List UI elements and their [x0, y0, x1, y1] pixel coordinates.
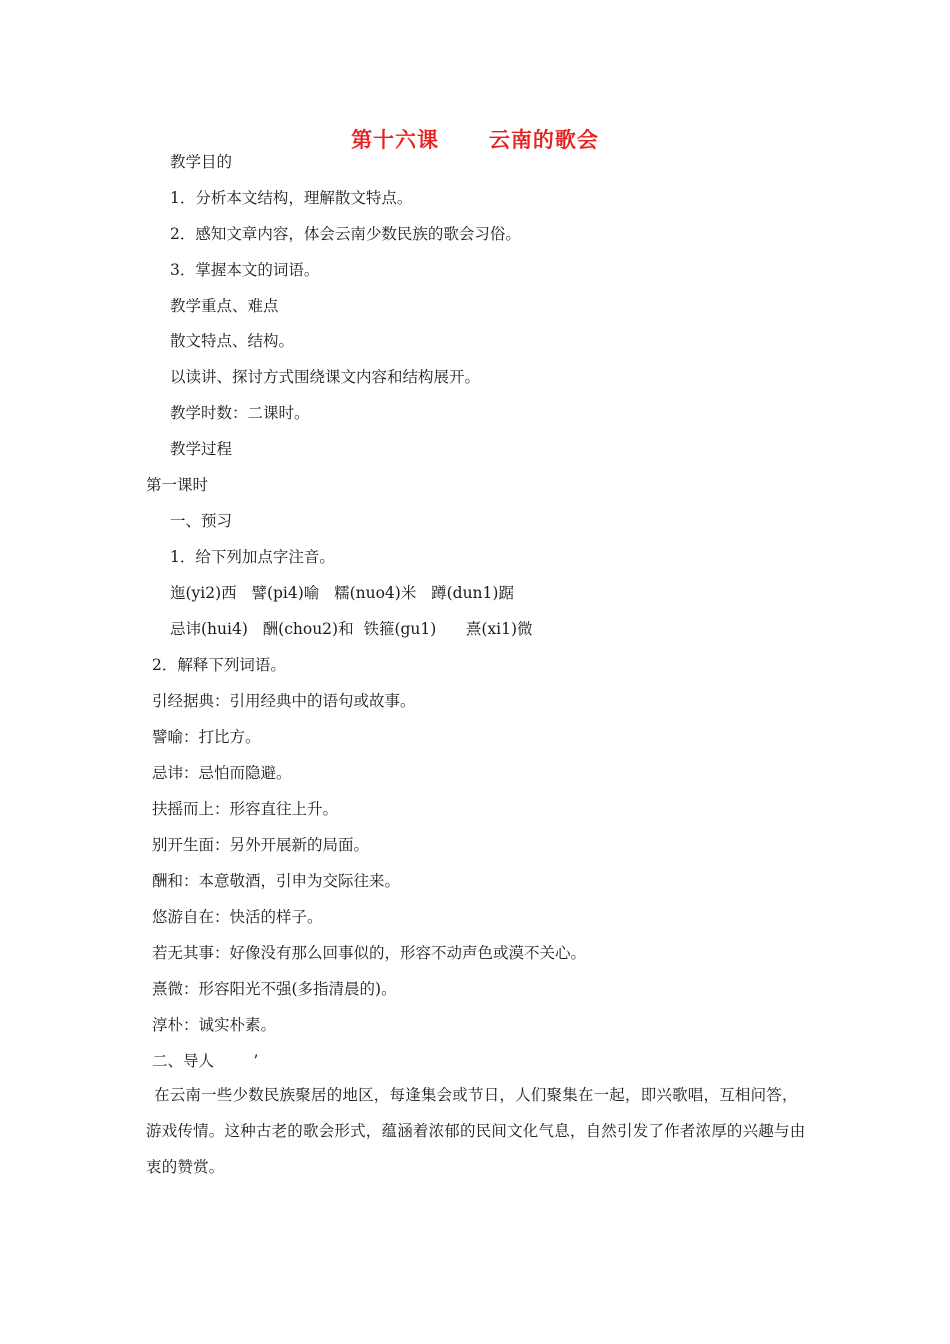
intro-heading: 二、导人 ’ — [152, 1052, 259, 1070]
task1-heading: 1．给下列加点字注音。 — [170, 548, 335, 566]
definition-item: 熹微：形容阳光不强(多指清晨的)。 — [152, 980, 397, 998]
page-title: 第十六课 云南的歌会 — [351, 127, 599, 152]
objectives-heading: 教学目的 — [170, 153, 233, 171]
intro-paragraph: 在云南一些少数民族聚居的地区，每逢集会或节日，人们聚集在一起，即兴歌唱，互相问答，游戏传情。这种古老的歌会形式，蕴涵着浓郁的民间文化气息，自然引发了作者浓厚的兴趣与由衷的赞赏。 — [146, 1086, 806, 1176]
pinyin-row: 迤(yi2)西 譬(pi4)喻 糯(nuo4)米 蹲(dun1)踞 — [170, 584, 514, 602]
definition-item: 别开生面：另外开展新的局面。 — [152, 836, 370, 854]
definition-item: 悠游自在：快活的样子。 — [152, 908, 323, 926]
task2-heading: 2．解释下列词语。 — [152, 656, 286, 674]
preview-heading: 一、预习 — [170, 512, 233, 530]
focus-heading: 教学重点、难点 — [170, 297, 279, 315]
objective-item: 1．分析本文结构，理解散文特点。 — [170, 189, 413, 207]
focus-method: 以读讲、探讨方式围绕课文内容和结构展开。 — [170, 368, 481, 386]
teaching-process-heading: 教学过程 — [170, 440, 233, 458]
objective-item: 3．掌握本文的词语。 — [170, 261, 320, 279]
definition-item: 忌讳：忌怕而隐避。 — [152, 764, 292, 782]
pinyin-row: 忌讳(hui4) 酬(chou2)和 铁箍(gu1) 熹(xi1)微 — [170, 620, 533, 638]
definition-item: 若无其事：好像没有那么回事似的，形容不动声色或漠不关心。 — [152, 944, 587, 962]
definition-item: 酬和：本意敬酒，引申为交际往来。 — [152, 872, 401, 890]
definition-item: 淳朴：诚实朴素。 — [152, 1016, 277, 1034]
focus-content: 散文特点、结构。 — [170, 332, 295, 350]
lesson1-heading: 第一课时 — [146, 476, 209, 494]
definition-item: 扶摇而上：形容直往上升。 — [152, 800, 339, 818]
objective-item: 2．感知文章内容，体会云南少数民族的歌会习俗。 — [170, 225, 521, 243]
teaching-hours: 教学时数：二课时。 — [170, 404, 310, 422]
definition-item: 譬喻：打比方。 — [152, 728, 261, 746]
definition-item: 引经据典：引用经典中的语句或故事。 — [152, 692, 416, 710]
